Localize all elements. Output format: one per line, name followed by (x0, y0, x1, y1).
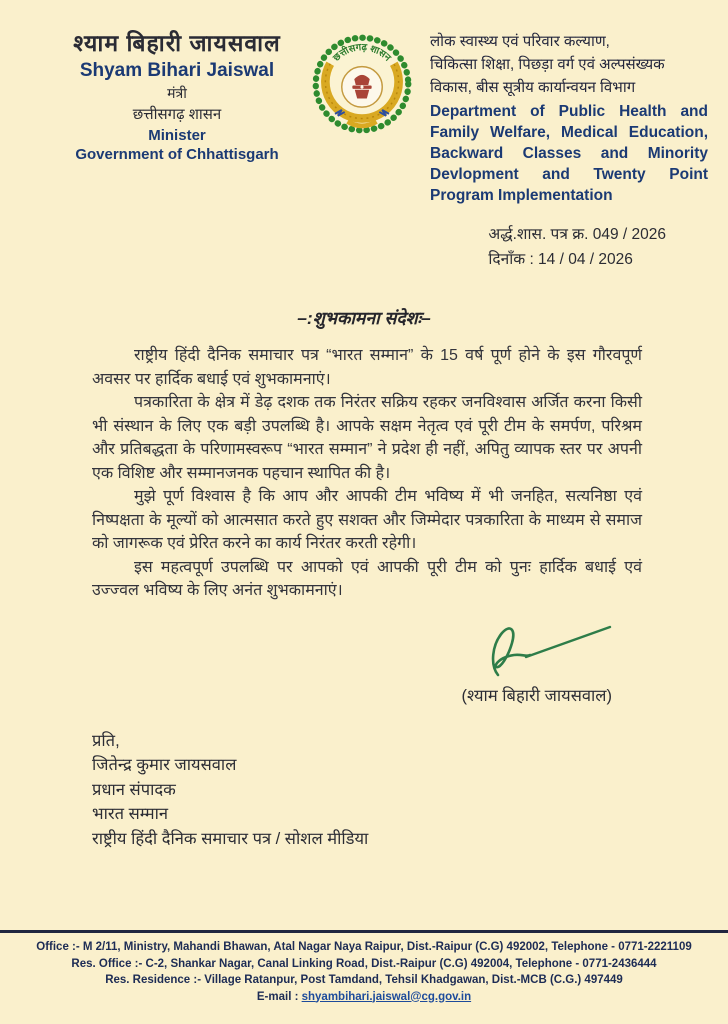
recipient-line: जितेन्द्र कुमार जायसवाल (92, 756, 237, 774)
res-office-address: Res. Office :- C-2, Shankar Nagar, Canal Linking Road, Dist.-Raipur (C.G) 492004, Telephone - 0771-2436444 (71, 957, 657, 970)
department-english: Department of Public Health and Family Welfare, Medical Education, Backward Classes and Minority Devlopment and Twenty Point Program Implementation (430, 103, 708, 204)
state-emblem (306, 26, 418, 140)
recipient-line: राष्ट्रीय हिंदी दैनिक समाचार पत्र / सोशल मीडिया (92, 829, 369, 848)
government-english: Government of Chhattisgarh (75, 146, 279, 163)
minister-title-english: Minister (148, 127, 206, 144)
minister-name-hindi: श्याम बिहारी जायसवाल (73, 30, 281, 56)
government-hindi: छत्तीसगढ़ शासन (132, 106, 222, 123)
body-paragraph: इस महत्वपूर्ण उपलब्धि पर आपको एवं आपकी पूरी टीम को पुनः हार्दिक बधाई एवं उज्ज्वल भविष्य के लिए अनंत शुभकामनाएं। (92, 558, 642, 599)
handwritten-signature-icon (470, 617, 620, 683)
department-hindi-line: लोक स्वास्थ्य एवं परिवार कल्याण, (430, 33, 610, 50)
body-paragraph: राष्ट्रीय हिंदी दैनिक समाचार पत्र “भारत सम्मान” के 15 वर्ष पूर्ण होने के इस गौरवपूर्ण अवसर पर हार्दिक बधाई एवं शुभकामनाएं। (92, 347, 642, 388)
seal-arc-text: छत्तीसगढ़ शासन (331, 42, 393, 64)
letterhead (0, 0, 728, 206)
contact-footer (0, 930, 728, 1005)
reference-block (0, 206, 728, 272)
letter-date: दिनाँक : 14 / 04 / 2026 (488, 251, 633, 268)
minister-name-english: Shyam Bihari Jaiswal (79, 60, 275, 81)
subject-title: –:शुभकामना संदेशः– (297, 308, 431, 328)
body-paragraph: मुझे पूर्ण विश्वास है कि आप और आपकी टीम भविष्य में भी जनहित, सत्यनिष्ठा एवं निष्पक्षता के मूल्यों को आत्मसात करते हुए सशक्त और जिम्मेदार पत्रकारिता के माध्यम से समाज को जागरूक एवं प्रेरित करने का कार्य निरंतर करती रहेगी। (92, 488, 642, 552)
letter-number: अर्द्ध.शास. पत्र क्र. 049 / 2026 (488, 226, 666, 243)
department-block (418, 26, 708, 206)
chhattisgarh-seal-icon (309, 28, 415, 140)
recipient-line: भारत सम्मान (92, 805, 168, 823)
recipient-block (92, 729, 728, 852)
recipient-line: प्रधान संपादक (92, 780, 176, 799)
minister-identity-block (48, 26, 306, 163)
office-address: Office :- M 2/11, Ministry, Mahandi Bhawan, Atal Nagar Naya Raipur, Dist.-Raipur (C.G) 492002, Telephone - 0771-2221109 (36, 941, 692, 953)
signatory-name: (श्याम बिहारी जायसवाल) (461, 686, 612, 705)
email-line (0, 989, 728, 1006)
letter-body (92, 344, 642, 603)
minister-title-hindi: मंत्री (167, 85, 187, 101)
residence-address: Res. Residence :- Village Ratanpur, Post Tamdand, Tehsil Khadgawan, Dist.-MCB (C.G.) 497449 (105, 974, 623, 986)
email-label: E-mail : (256, 990, 302, 1003)
department-hindi-line: विकास, बीस सूत्रीय कार्यान्वयन विभाग (430, 79, 636, 96)
body-paragraph: पत्रकारिता के क्षेत्र में डेढ़ दशक तक निरंतर सक्रिय रहकर जनविश्वास अर्जित करना किसी भी संस्थान के लिए एक बड़ी उपलब्धि है। आपके सक्षम नेतृत्व एवं पूरी टीम के समर्पण, परिश्रम और प्रतिबद्धता के परिणामस्वरूप “भारत सम्मान” ने प्रदेश ही नहीं, अपितु व्यापक स्तर पर अपनी एक विशिष्ट और सम्मानजनक पहचान स्थापित की है। (92, 394, 642, 482)
signature-area (0, 617, 728, 703)
department-hindi-line: चिकित्सा शिक्षा, पिछड़ा वर्ग एवं अल्पसंख्यक (430, 56, 665, 73)
recipient-salutation: प्रति, (92, 731, 120, 750)
email-link[interactable]: shyambihari.jaiswal@cg.gov.in (301, 990, 472, 1003)
